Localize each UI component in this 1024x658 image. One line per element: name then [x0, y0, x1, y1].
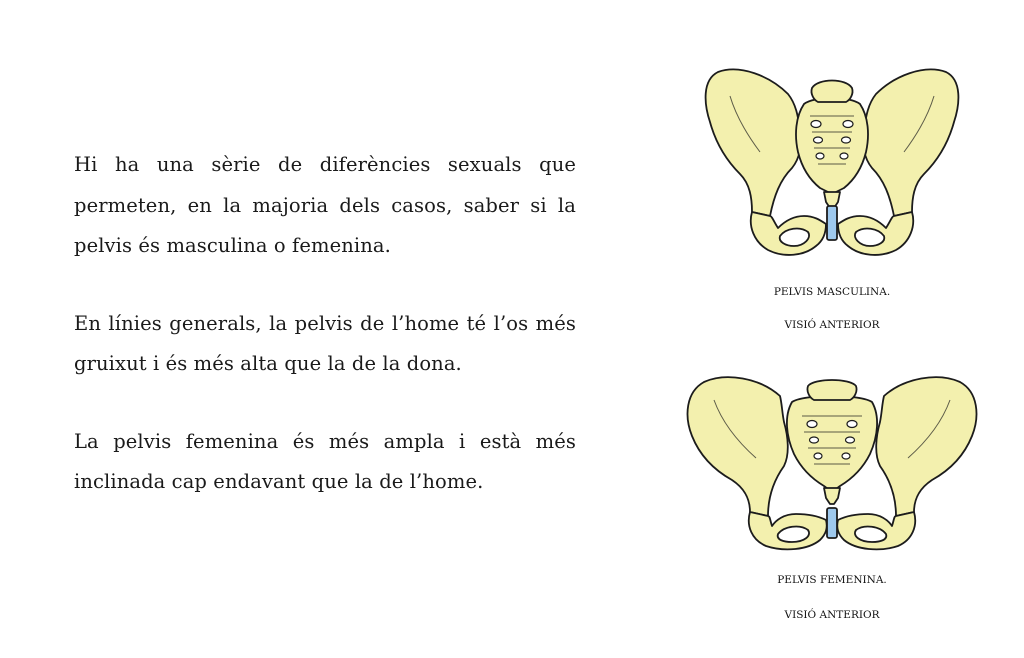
male-caption-line2: VISIÓ ANTERIOR: [784, 319, 880, 331]
male-pelvis-figure: [700, 56, 964, 332]
paragraph-sexual-differences: Hi ha una sèrie de diferències sexuals que permeten, en la majoria dels casos, saber si la pelvis és masculina o femenina.: [74, 153, 576, 257]
paragraph-male-pelvis: En línies generals, la pelvis de l’home té l’os més gruixut i és més alta que la de la dona.: [74, 311, 576, 375]
male-caption-line1: PELVIS MASCULINA.: [773, 286, 891, 298]
female-caption-line1: PELVIS FEMENINA.: [777, 574, 887, 586]
female-pelvis-figure: [684, 370, 980, 622]
female-pelvis-illustration: [684, 370, 980, 552]
male-pelvis-illustration: [700, 56, 964, 266]
female-caption-line2: VISIÓ ANTERIOR: [784, 609, 880, 621]
paragraph-female-pelvis: La pelvis femenina és més ampla i està més inclinada cap endavant que la de l’home.: [74, 429, 576, 493]
body-text: [74, 145, 576, 540]
